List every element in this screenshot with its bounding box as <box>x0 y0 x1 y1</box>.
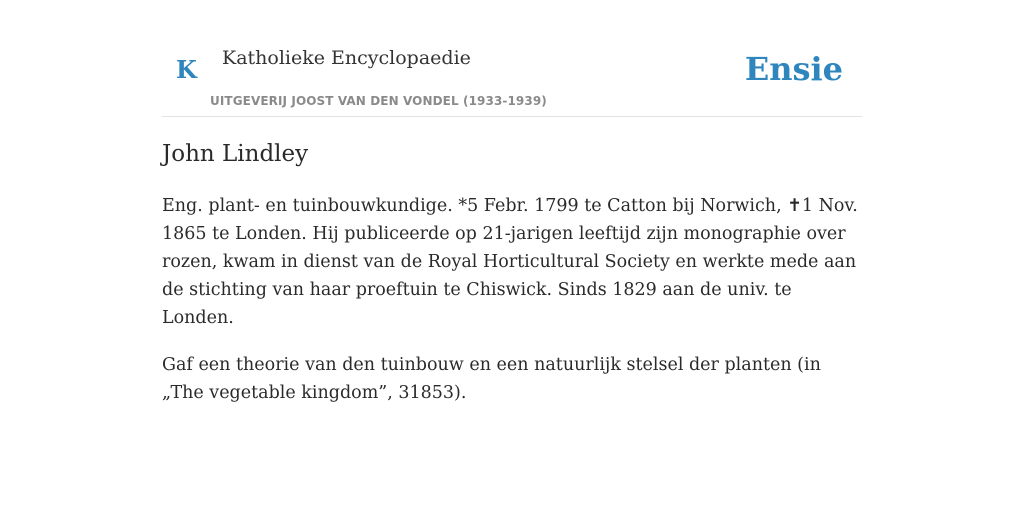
publication-title[interactable]: Katholieke Encyclopaedie <box>222 47 471 69</box>
site-header <box>162 0 862 117</box>
entry-content <box>162 138 862 407</box>
brand-logo[interactable]: Ensie <box>744 50 843 88</box>
entry-paragraph: Eng. plant- en tuinbouwkundige. *5 Febr. 1799 te Catton bij Norwich, ✝1 Nov. 1865 te Londen. Hij publiceerde op 21-jarigen leeftijd zijn monographie over rozen, kwam in dienst van de Royal Horticultural Society en werkte mede aan de stichting van haar proeftuin te Chiswick. Sinds 1829 aan de univ. te Londen. <box>162 196 858 328</box>
entry-title: John Lindley <box>162 141 309 167</box>
publication-subtitle: UITGEVERIJ JOOST VAN DEN VONDEL (1933-1939) <box>210 94 547 108</box>
entry-paragraph: Gaf een theorie van den tuinbouw en een natuurlijk stelsel der planten (in „The vegetable kingdom”, 31853). <box>162 355 821 403</box>
logo-icon[interactable]: K <box>176 55 197 84</box>
